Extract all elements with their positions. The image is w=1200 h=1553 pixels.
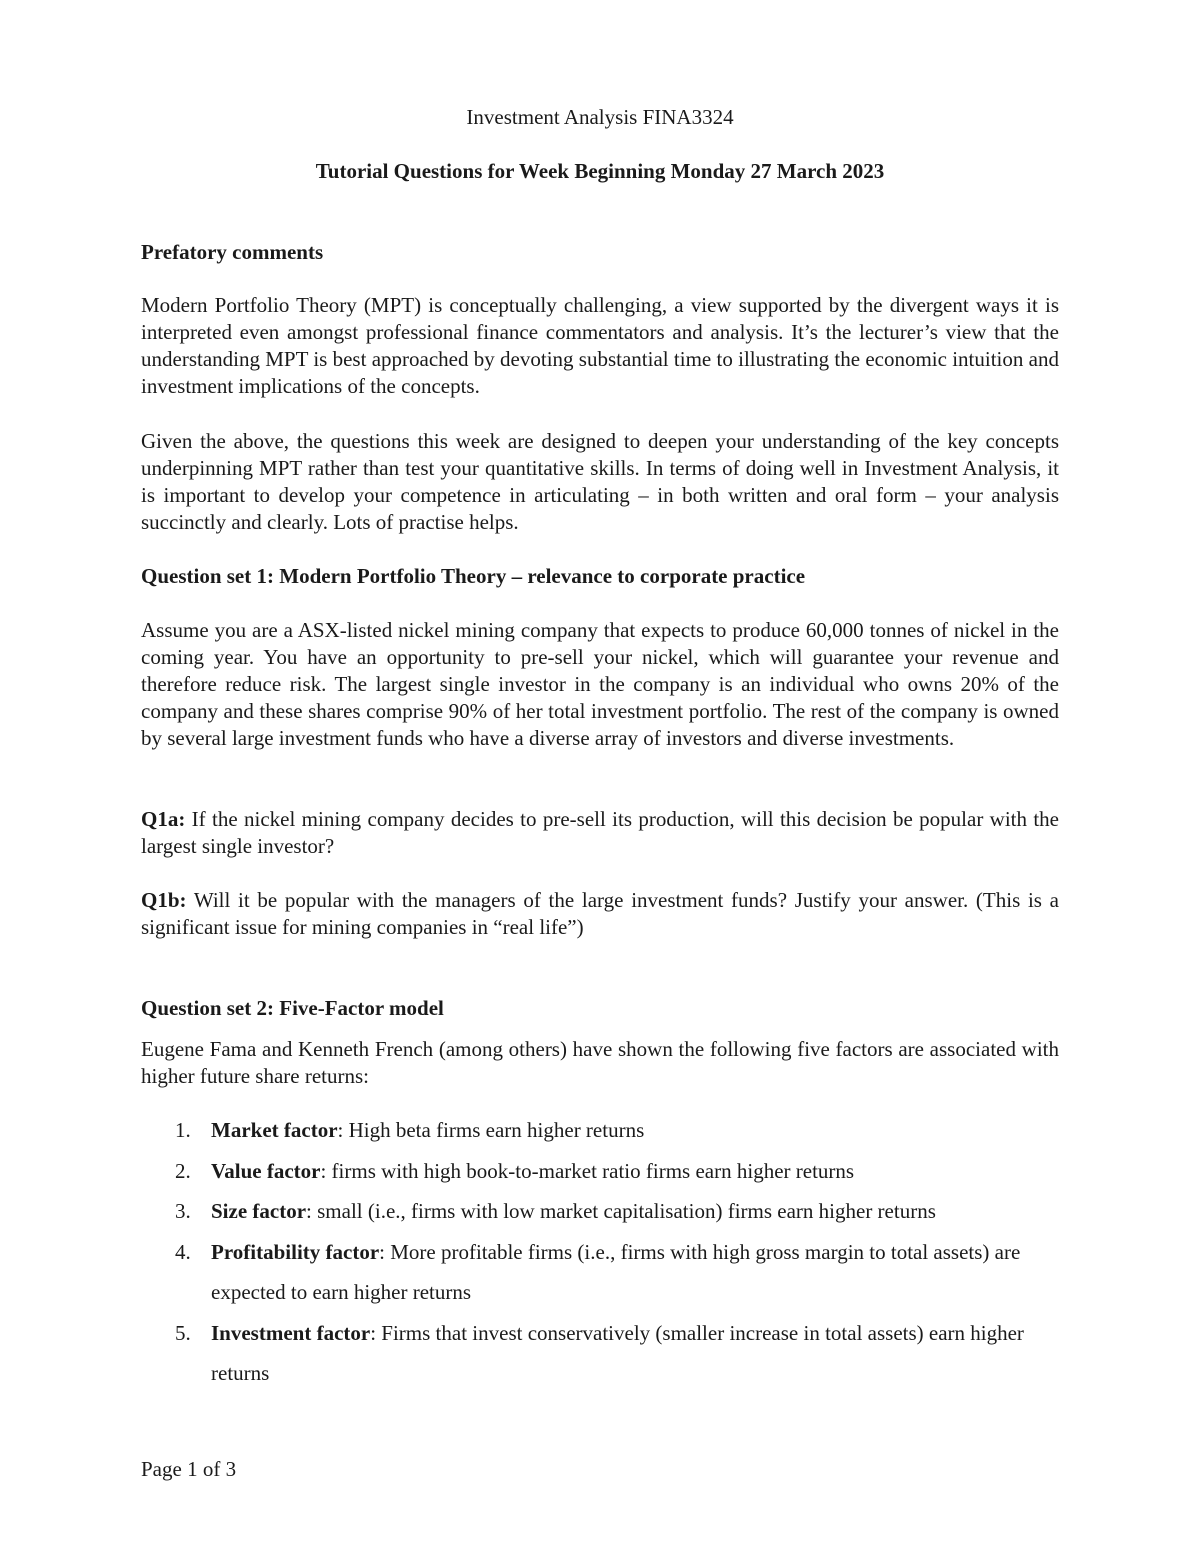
factor-list [141, 1110, 1059, 1394]
prefatory-heading: Prefatory comments [141, 240, 324, 264]
factor-description: : firms with high book-to-market ratio firms earn higher returns [320, 1158, 855, 1183]
factor-name: Investment factor [211, 1320, 371, 1345]
list-item [141, 1232, 1059, 1313]
question-1a-label: Q1a: [141, 807, 186, 831]
factor-name: Profitability factor [211, 1239, 380, 1264]
page-number: Page 1 of 3 [141, 1457, 237, 1481]
factor-description: : small (i.e., firms with low market capitalisation) firms earn higher returns [306, 1199, 936, 1223]
factor-description: : Firms that invest conservatively (smaller increase in total assets) earn higher returns [211, 1320, 1024, 1385]
question-set-1-heading: Question set 1: Modern Portfolio Theory – relevance to corporate practice [141, 564, 806, 588]
question-1a [141, 806, 1059, 860]
list-item-number: 4. [175, 1239, 191, 1264]
question-1b-label: Q1b: [141, 888, 187, 912]
list-item-number: 3. [175, 1199, 191, 1223]
list-item-number: 5. [175, 1320, 191, 1345]
factor-name: Value factor [211, 1158, 321, 1183]
prefatory-paragraph-1: Modern Portfolio Theory (MPT) is conceptually challenging, a view supported by the divergent ways it is interpreted even amongst professional finance commentators and analysis. It’s the lecturer’s view that the understanding MPT is best approached by devoting substantial time to illustrating the economic intuition and investment implications of the concepts. [141, 293, 1059, 398]
factor-name: Market factor [211, 1118, 338, 1142]
list-item [141, 1110, 1059, 1151]
question-1b-text: Will it be popular with the managers of the large investment funds? Justify your answer. (This is a significant issue for mining companies in “real life”) [141, 888, 1059, 939]
question-set-1-intro: Assume you are a ASX-listed nickel mining company that expects to produce 60,000 tonnes of nickel in the coming year. You have an opportunity to pre-sell your nickel, which will guarantee your revenue and therefore reduce risk. The largest single investor in the company is an individual who owns 20% of the company and these shares comprise 90% of her total investment portfolio. The rest of the company is owned by several large investment funds who have a diverse array of investors and diverse investments. [141, 618, 1059, 750]
course-title: Investment Analysis FINA3324 [466, 105, 734, 129]
factor-description: : High beta firms earn higher returns [337, 1118, 645, 1142]
question-1b [141, 887, 1059, 941]
list-item-number: 2. [175, 1158, 191, 1183]
factor-description: : More profitable firms (i.e., firms with high gross margin to total assets) are expected to earn higher returns [211, 1239, 1021, 1304]
list-item [141, 1313, 1059, 1394]
question-1a-text: If the nickel mining company decides to pre-sell its production, will this decision be popular with the largest single investor? [141, 807, 1059, 858]
question-set-2-intro: Eugene Fama and Kenneth French (among others) have shown the following five factors are associated with higher future share returns: [141, 1037, 1059, 1088]
list-item [141, 1191, 1059, 1232]
list-item [141, 1151, 1059, 1192]
list-item-number: 1. [175, 1118, 191, 1142]
tutorial-subtitle: Tutorial Questions for Week Beginning Monday 27 March 2023 [315, 159, 885, 183]
prefatory-paragraph-2: Given the above, the questions this week are designed to deepen your understanding of the key concepts underpinning MPT rather than test your quantitative skills. In terms of doing well in Investment Analysis, it is important to develop your competence in articulating – in both written and oral form – your analysis succinctly and clearly. Lots of practise helps. [141, 429, 1059, 534]
factor-name: Size factor [211, 1199, 307, 1223]
question-set-2-heading: Question set 2: Five-Factor model [141, 996, 444, 1020]
